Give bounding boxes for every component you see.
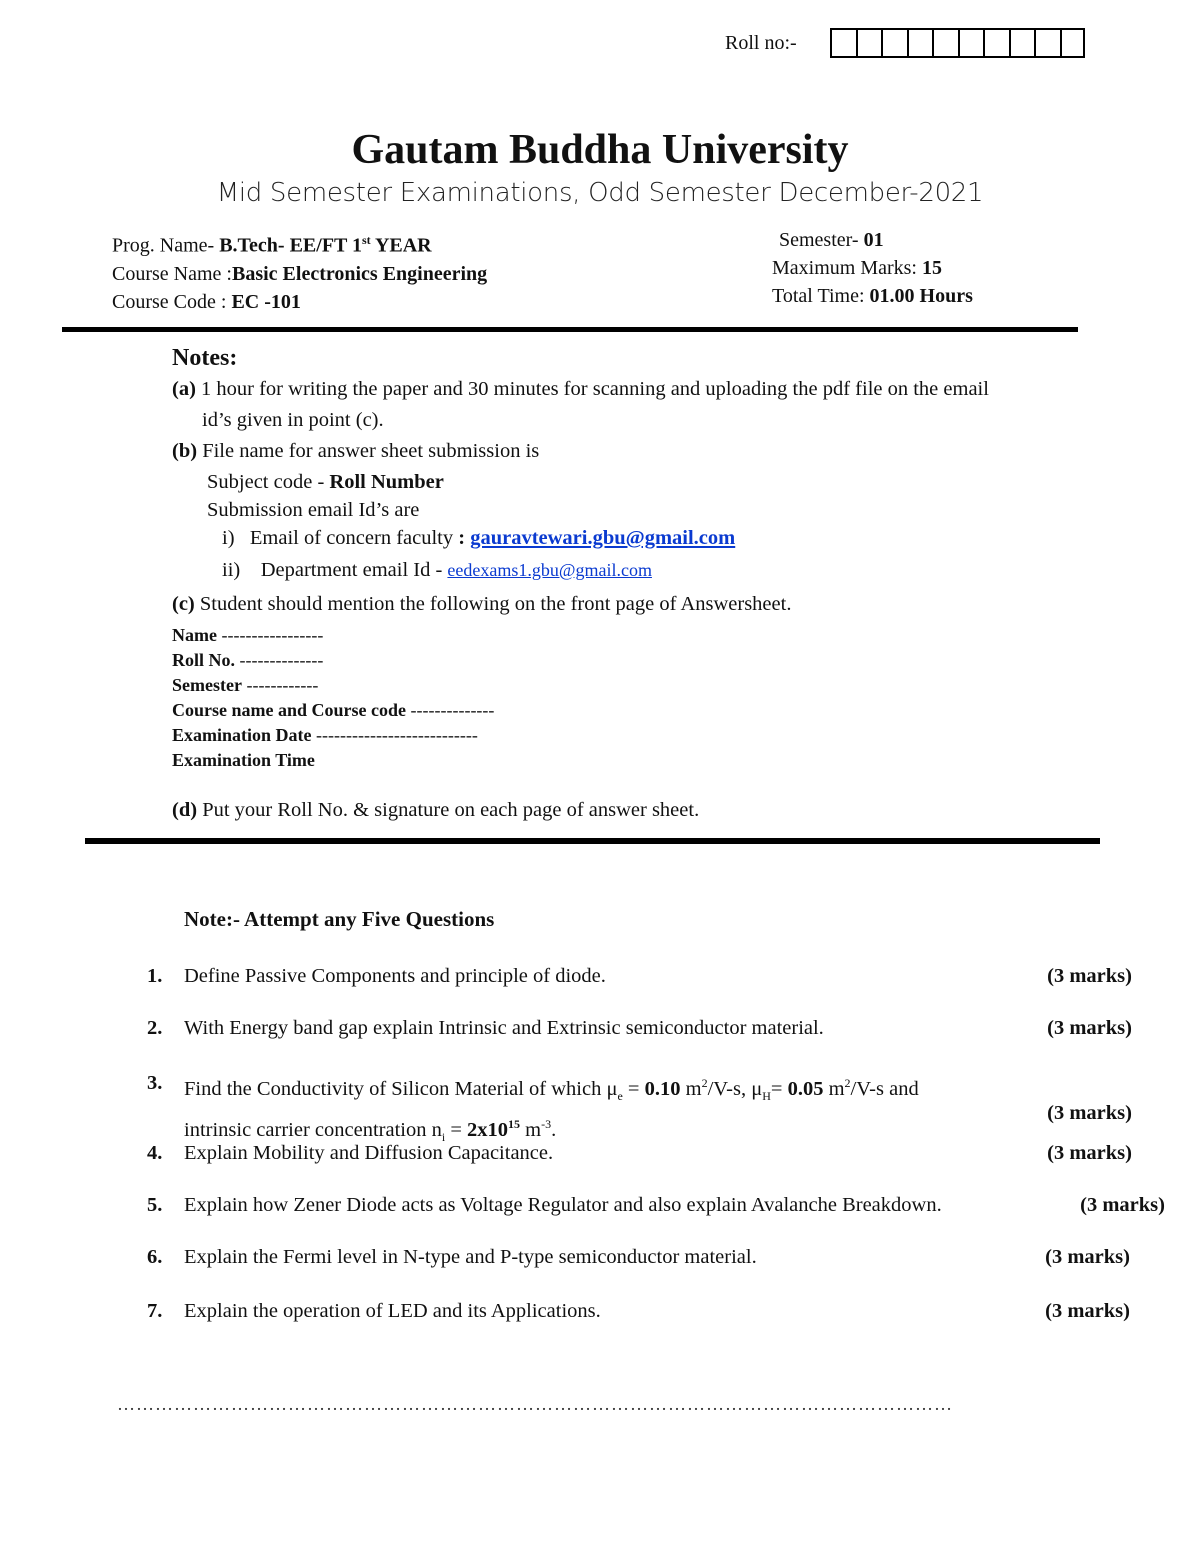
front-field-dashes: -------------- bbox=[235, 650, 324, 670]
q3-part: /V-s, μ bbox=[707, 1077, 763, 1100]
question-number: 5. bbox=[147, 1194, 163, 1216]
question-number: 7. bbox=[147, 1300, 163, 1322]
program-year: YEAR bbox=[370, 234, 432, 257]
program-label: Prog. Name- bbox=[112, 234, 220, 257]
department-email-link[interactable]: eedexams1.gbu@gmail.com bbox=[447, 560, 652, 580]
note-c-tag: (c) bbox=[172, 593, 195, 615]
front-field bbox=[172, 748, 1137, 773]
q3-sup: -3 bbox=[541, 1116, 552, 1131]
note-a bbox=[172, 374, 1137, 405]
note-c bbox=[172, 585, 1137, 623]
question-number: 6. bbox=[147, 1246, 163, 1268]
question-marks: (3 marks) bbox=[1080, 1194, 1165, 1216]
q3-part: /V-s and bbox=[850, 1077, 919, 1100]
note-b bbox=[172, 436, 1137, 467]
note-d-text: Put your Roll No. & signature on each page of answer sheet. bbox=[197, 799, 700, 821]
note-a-text: 1 hour for writing the paper and 30 minutes for scanning and uploading the pdf file on the email bbox=[195, 378, 989, 400]
roll-digit-box[interactable] bbox=[1034, 28, 1060, 58]
subject-code-label: Subject code - bbox=[207, 471, 330, 493]
submission-email-heading: Submission email Id’s are bbox=[207, 499, 420, 521]
q3-sub: i bbox=[441, 1129, 446, 1144]
max-marks-label: Maximum Marks: bbox=[772, 257, 922, 279]
question-3 bbox=[147, 1069, 1132, 1144]
faculty-email-label: Email of concern faculty bbox=[249, 527, 459, 549]
exam-subtitle: Mid Semester Examinations, Odd Semester December-2021 bbox=[216, 178, 984, 208]
course-name-line bbox=[112, 260, 487, 288]
front-field-label: Examination Time bbox=[172, 750, 315, 770]
course-code-line bbox=[112, 288, 487, 316]
q3-part: intrinsic carrier concentration n bbox=[184, 1118, 442, 1141]
roll-digit-box[interactable] bbox=[1060, 28, 1086, 58]
question-marks: (3 marks) bbox=[1047, 1017, 1132, 1039]
front-field bbox=[172, 623, 1137, 648]
max-marks-value: 15 bbox=[922, 257, 942, 279]
course-code-value: EC -101 bbox=[231, 290, 301, 313]
q3-part: m bbox=[823, 1077, 845, 1100]
department-email-label: Department email Id - bbox=[260, 559, 448, 581]
course-name-value: Basic Electronics Engineering bbox=[231, 262, 488, 285]
question-marks: (3 marks) bbox=[1045, 1300, 1130, 1322]
roll-number-label: Roll Number bbox=[329, 471, 444, 493]
note-b-subject bbox=[172, 467, 1137, 498]
front-field-dashes: ----------------- bbox=[216, 625, 324, 645]
university-title: Gautam Buddha University bbox=[351, 127, 849, 173]
front-field bbox=[172, 673, 1137, 698]
q3-sup: 2 bbox=[701, 1076, 708, 1090]
course-info-left bbox=[112, 226, 487, 316]
question-text: Explain how Zener Diode acts as Voltage Regulator and also explain Avalanche Breakdown. bbox=[184, 1194, 942, 1216]
front-field bbox=[172, 698, 1137, 723]
faculty-email-colon: : bbox=[458, 527, 471, 549]
roll-digit-box[interactable] bbox=[830, 28, 856, 58]
note-a-tag: (a) bbox=[172, 378, 196, 400]
front-field bbox=[172, 723, 1137, 748]
q3-part: = bbox=[770, 1077, 788, 1100]
program-sup: st bbox=[362, 233, 371, 247]
course-code-label: Course Code : bbox=[112, 290, 232, 313]
front-field-dashes: -------------- bbox=[406, 700, 495, 720]
note-b-tag: (b) bbox=[172, 440, 198, 462]
total-time-value: 01.00 Hours bbox=[869, 285, 973, 307]
semester-value: 01 bbox=[863, 229, 884, 251]
divider-bottom bbox=[85, 838, 1100, 844]
front-field-dashes: ------------ bbox=[241, 675, 319, 695]
q3-value: 0.10 bbox=[644, 1077, 681, 1100]
question-marks: (3 marks) bbox=[1047, 1142, 1132, 1164]
question-number: 3. bbox=[147, 1072, 163, 1094]
q3-part: = bbox=[445, 1118, 467, 1141]
notes-title: Notes: bbox=[172, 345, 238, 371]
front-field-label: Course name and Course code bbox=[172, 700, 406, 720]
roll-digit-box[interactable] bbox=[907, 28, 933, 58]
q3-part: Find the Conductivity of Silicon Material of which μ bbox=[184, 1077, 618, 1100]
front-field-label: Examination Date bbox=[172, 725, 312, 745]
roll-digit-box[interactable] bbox=[881, 28, 907, 58]
course-info-right bbox=[772, 226, 973, 310]
question-text: Explain the Fermi level in N-type and P-type semiconductor material. bbox=[184, 1246, 757, 1268]
q3-value: 2x10 bbox=[467, 1118, 508, 1141]
front-field-label: Semester bbox=[172, 675, 242, 695]
front-field bbox=[172, 648, 1137, 673]
program-value: B.Tech- EE/FT 1 bbox=[219, 234, 363, 257]
q3-sub: e bbox=[617, 1088, 623, 1103]
roll-digit-box[interactable] bbox=[958, 28, 984, 58]
note-c-text: Student should mention the following on the front page of Answersheet. bbox=[194, 593, 792, 615]
question-number: 1. bbox=[147, 965, 163, 987]
roll-no-label: Roll no:- bbox=[725, 32, 797, 54]
divider-top bbox=[62, 327, 1078, 332]
q3-sup: 15 bbox=[508, 1116, 520, 1131]
max-marks-line bbox=[772, 254, 973, 282]
question-marks: (3 marks) bbox=[1047, 965, 1132, 987]
questions-note: Note:- Attempt any Five Questions bbox=[184, 907, 495, 931]
question-text: Explain Mobility and Diffusion Capacitance. bbox=[184, 1142, 554, 1164]
roll-digit-box[interactable] bbox=[1009, 28, 1035, 58]
roll-digit-box[interactable] bbox=[856, 28, 882, 58]
question-text: Define Passive Components and principle of diode. bbox=[184, 965, 606, 987]
item-i-num: i) bbox=[222, 527, 235, 549]
item-ii-num: ii) bbox=[222, 559, 241, 581]
course-name-label: Course Name : bbox=[112, 262, 232, 285]
semester-label: Semester- bbox=[779, 229, 864, 251]
note-b-text: File name for answer sheet submission is bbox=[197, 440, 540, 462]
front-field-dashes: --------------------------- bbox=[311, 725, 478, 745]
front-field-label: Name bbox=[172, 625, 217, 645]
q3-value: 0.05 bbox=[787, 1077, 824, 1100]
q3-sup: 2 bbox=[844, 1076, 851, 1090]
front-field-label: Roll No. bbox=[172, 650, 235, 670]
footer-dotted-line: …………………………………………………………………………………………………………………… bbox=[117, 1394, 953, 1414]
note-a-text-cont: id’s given in point (c). bbox=[202, 409, 384, 431]
question-marks: (3 marks) bbox=[1047, 1102, 1132, 1124]
semester-line bbox=[772, 226, 973, 254]
faculty-email-link[interactable]: gauravtewari.gbu@gmail.com bbox=[470, 527, 736, 549]
notes-section bbox=[172, 342, 1137, 825]
note-d bbox=[172, 795, 1137, 825]
roll-digit-box[interactable] bbox=[932, 28, 958, 58]
program-line bbox=[112, 226, 487, 260]
total-time-label: Total Time: bbox=[772, 285, 870, 307]
q3-part: = bbox=[622, 1077, 645, 1100]
q3-part: . bbox=[551, 1118, 557, 1141]
q3-part: m bbox=[680, 1077, 702, 1100]
roll-no-boxes bbox=[830, 28, 1085, 58]
front-page-fields bbox=[172, 623, 1137, 773]
question-text: Explain the operation of LED and its Applications. bbox=[184, 1300, 601, 1322]
question-number: 2. bbox=[147, 1017, 163, 1039]
question-marks: (3 marks) bbox=[1045, 1246, 1130, 1268]
q3-sub: H bbox=[762, 1088, 771, 1103]
q3-part: m bbox=[520, 1118, 542, 1141]
question-text: With Energy band gap explain Intrinsic and Extrinsic semiconductor material. bbox=[184, 1017, 824, 1039]
note-d-tag: (d) bbox=[172, 799, 198, 821]
department-email-line bbox=[172, 555, 1137, 585]
question-number: 4. bbox=[147, 1142, 163, 1164]
faculty-email-line bbox=[172, 522, 1137, 555]
total-time-line bbox=[772, 282, 973, 310]
roll-digit-box[interactable] bbox=[983, 28, 1009, 58]
